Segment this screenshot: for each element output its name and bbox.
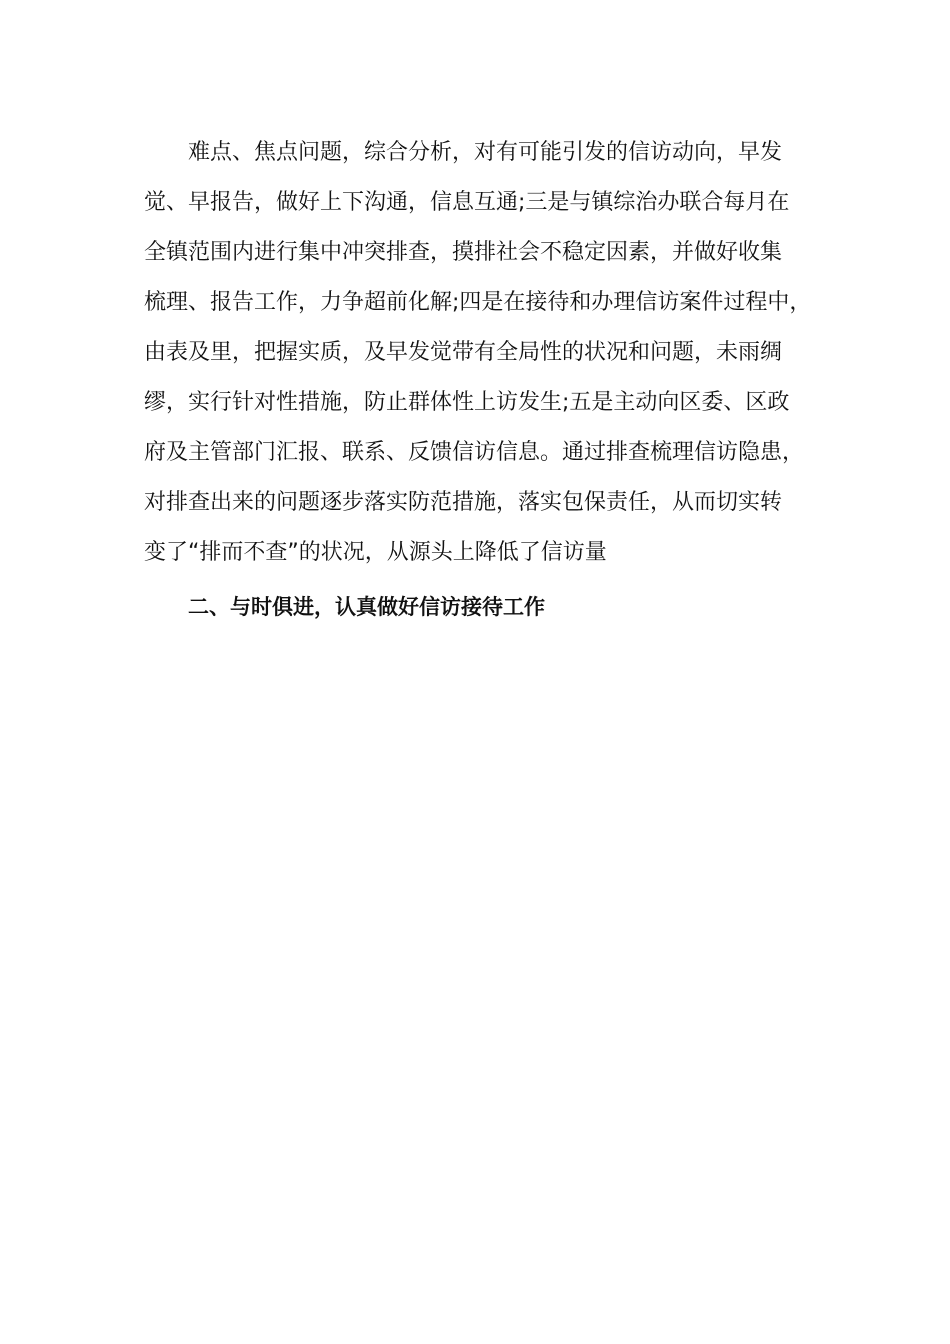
paragraph-line: 全镇范围内进行集中冲突排查，摸排社会不稳定因素，并做好收集 xyxy=(144,240,783,265)
paragraph-line: 缪，实行针对性措施，防止群体性上访发生;五是主动向区委、区政 xyxy=(144,390,790,415)
paragraph-line: 变了“排而不查”的状况，从源头上降低了信访量 xyxy=(144,540,607,565)
paragraph-line: 觉、早报告，做好上下沟通，信息互通;三是与镇综治办联合每月在 xyxy=(144,190,790,215)
paragraph-line: 梳理、报告工作，力争超前化解;四是在接待和办理信访案件过程中， xyxy=(144,290,812,315)
paragraph-line: 由表及里，把握实质，及早发觉带有全局性的状况和问题，未雨绸 xyxy=(144,340,783,365)
paragraph-line: 难点、焦点问题，综合分析，对有可能引发的信访动向，早发 xyxy=(188,140,783,165)
document-body xyxy=(144,128,824,632)
section-heading: 二、与时俱进，认真做好信访接待工作 xyxy=(188,595,545,619)
paragraph-line: 对排查出来的问题逐步落实防范措施，落实包保责任，从而切实转 xyxy=(144,490,783,515)
paragraph-line: 府及主管部门汇报、联系、反馈信访信息。通过排查梳理信访隐患， xyxy=(144,440,805,465)
